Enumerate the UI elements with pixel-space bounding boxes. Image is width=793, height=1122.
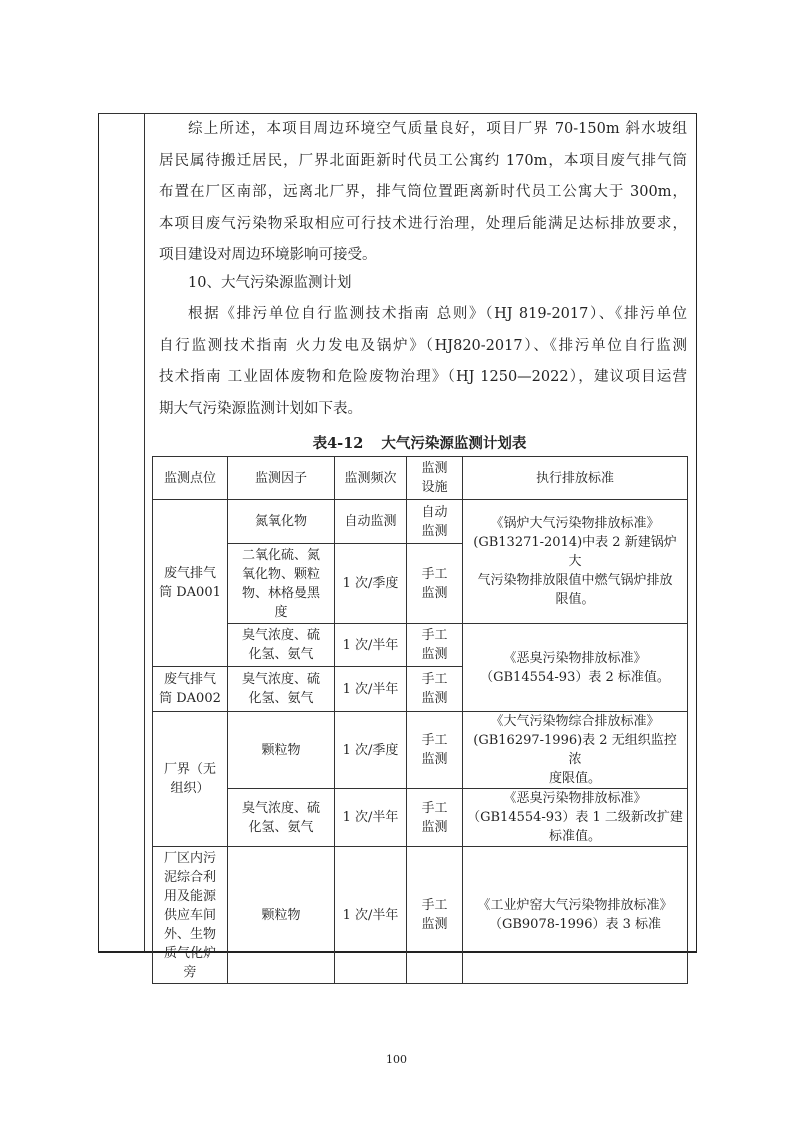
text-line: 期大气污染源监测计划如下表。 [159,400,362,417]
cell-line: (GB16297-1996)表 2 无组织监控浓 [473,733,677,767]
cell-line: （GB9078-1996）表 3 标准 [488,917,662,932]
cell-line: 氮氧化物 [254,514,307,529]
cell-line: 颗粒物 [261,742,301,758]
cell-point [153,712,228,847]
header-factor: 监测因子 [228,457,335,500]
cell-line: 手工 [421,672,448,687]
cell-standard [463,789,688,847]
cell-line: 泥综合利 [163,869,216,885]
cell-facility [407,667,463,712]
cell-line: (GB13271-2014)中表 2 新建锅炉大 [473,535,677,569]
cell-line: 用及能源 [163,888,216,904]
cell-line: 厂界（无 [163,762,216,777]
table-caption [147,432,692,453]
cell-line: 筒 DA001 [159,585,221,600]
cell-line: 手工 [421,628,448,643]
cell-line: 《工业炉窑大气污染物排放标准》 [477,898,673,913]
cell-line: 《大气污染物综合排放标准》 [490,714,660,729]
table-row [153,624,688,667]
table-caption-number: 表4-12 [312,435,364,452]
summary-paragraph [159,114,687,272]
cell-line: 废气排气 [163,566,216,581]
cell-line: 自动 [421,504,448,520]
cell-line: 化氢、氨气 [248,691,314,706]
cell-line: 度限值。 [548,771,601,786]
cell-line: 供应车间 [163,907,216,923]
cell-line: 手工 [421,800,448,816]
cell-frequency: 1 次/半年 [335,667,407,712]
cell-facility [407,500,463,544]
cell-standard [463,712,688,789]
cell-line: 《恶臭污染物排放标准》 [503,650,647,666]
text-line: 项目建设对周边环境影响可接受。 [159,247,377,263]
page-frame [98,113,697,980]
cell-facility [407,624,463,667]
cell-standard [463,847,688,984]
cell-line: 手工 [421,566,448,582]
cell-line: 外、生物 [163,926,216,942]
cell-line: 设施 [421,480,448,495]
cell-frequency: 1 次/半年 [335,624,407,667]
cell-line: 标准值。 [548,829,601,844]
cell-line: 氧化物、颗粒 [241,566,320,582]
cell-line: 监测 [421,917,448,932]
cell-frequency: 自动监测 [335,500,407,544]
text-line: 根据《排污单位自行监测技术指南 总则》（HJ 819-2017）、《排污单位 [188,306,687,322]
text-line: 综上所述，本项目周边环境空气质量良好，项目厂界 70-150m 斜水坡组 [188,121,687,137]
header-point: 监测点位 [153,457,228,500]
cell-line: 化氢、氨气 [248,819,314,835]
table-row [153,847,688,984]
cell-factor [228,544,335,624]
cell-line: （GB14554-93）表 1 二级新改扩建 [467,810,683,825]
header-frequency: 监测频次 [335,457,407,500]
cell-point [153,667,228,712]
cell-line: 监测 [421,585,448,601]
cell-line: 臭气浓度、硫 [241,672,320,687]
cell-line: 度 [274,604,288,620]
cell-line: 废气排气 [163,672,216,687]
page-number: 100 [386,1053,407,1066]
frame-left-column [99,114,145,951]
cell-line: 旁 [183,964,197,980]
header-standard: 执行排放标准 [463,457,688,500]
basis-paragraph [159,299,687,425]
cell-factor [228,624,335,667]
cell-line: 监测 [421,691,448,706]
cell-line: 手工 [421,898,448,913]
content-column [147,114,692,980]
table-caption-title: 大气污染源监测计划表 [381,435,527,452]
cell-point [153,500,228,667]
cell-line: 质气化炉 [163,945,216,961]
cell-factor [228,789,335,847]
cell-line: 《恶臭污染物排放标准》 [503,791,647,806]
cell-facility [407,789,463,847]
cell-line: 筒 DA002 [159,691,221,706]
cell-facility [407,847,463,984]
cell-line: 监测 [421,647,448,662]
cell-facility [407,712,463,789]
cell-line: 臭气浓度、硫 [241,800,320,816]
cell-factor [228,667,335,712]
table-row [153,789,688,847]
cell-line: 《锅炉大气污染物排放标准》 [490,516,660,531]
cell-factor [228,712,335,789]
table-header-row [153,457,688,500]
cell-line: 化氢、氨气 [248,647,314,662]
cell-factor [228,847,335,984]
cell-line: 监测 [421,523,448,539]
text-line: 自行监测技术指南 火力发电及锅炉》（HJ820-2017）、《排污单位自行监测 [159,337,687,354]
cell-standard [463,500,688,624]
cell-line: 监测 [421,819,448,835]
text-line: 居民属待搬迁居民，厂界北面距新时代员工公寓约 170m，本项目废气排气筒 [159,152,687,169]
cell-frequency: 1 次/半年 [335,847,407,984]
cell-line: （GB14554-93）表 2 标准值。 [480,669,670,685]
cell-frequency: 1 次/半年 [335,789,407,847]
text-line: 本项目废气污染物采取相应可行技术进行治理，处理后能满足达标排放要求， [159,215,687,232]
cell-factor [228,500,335,544]
cell-line: 气污染物排放限值中燃气锅炉排放 [477,573,673,588]
cell-line: 臭气浓度、硫 [241,628,320,643]
cell-frequency: 1 次/季度 [335,544,407,624]
text-line: 布置在厂区南部，远离北厂界，排气筒位置距离新时代员工公寓大于 300m， [159,184,687,200]
cell-frequency: 1 次/季度 [335,712,407,789]
cell-line: 限值。 [555,592,595,607]
section-heading: 10、大气污染源监测计划 [188,275,352,291]
table-row [153,712,688,789]
cell-line: 监测 [421,752,448,767]
cell-standard [463,624,688,712]
text-line: 技术指南 工业固体废物和危险废物治理》（HJ 1250—2022），建议项目运营 [159,369,687,385]
header-facility [407,457,463,500]
cell-facility [407,544,463,624]
cell-line: 厂区内污 [163,850,216,866]
monitoring-plan-table [152,456,688,984]
table-row [153,500,688,544]
cell-line: 颗粒物 [261,907,301,923]
cell-line: 监测 [421,461,448,476]
cell-line: 手工 [421,733,448,748]
cell-line: 二氧化硫、氮 [241,547,320,563]
cell-line: 组织） [170,781,210,796]
cell-line: 物、林格曼黑 [241,585,320,601]
cell-point [153,847,228,984]
